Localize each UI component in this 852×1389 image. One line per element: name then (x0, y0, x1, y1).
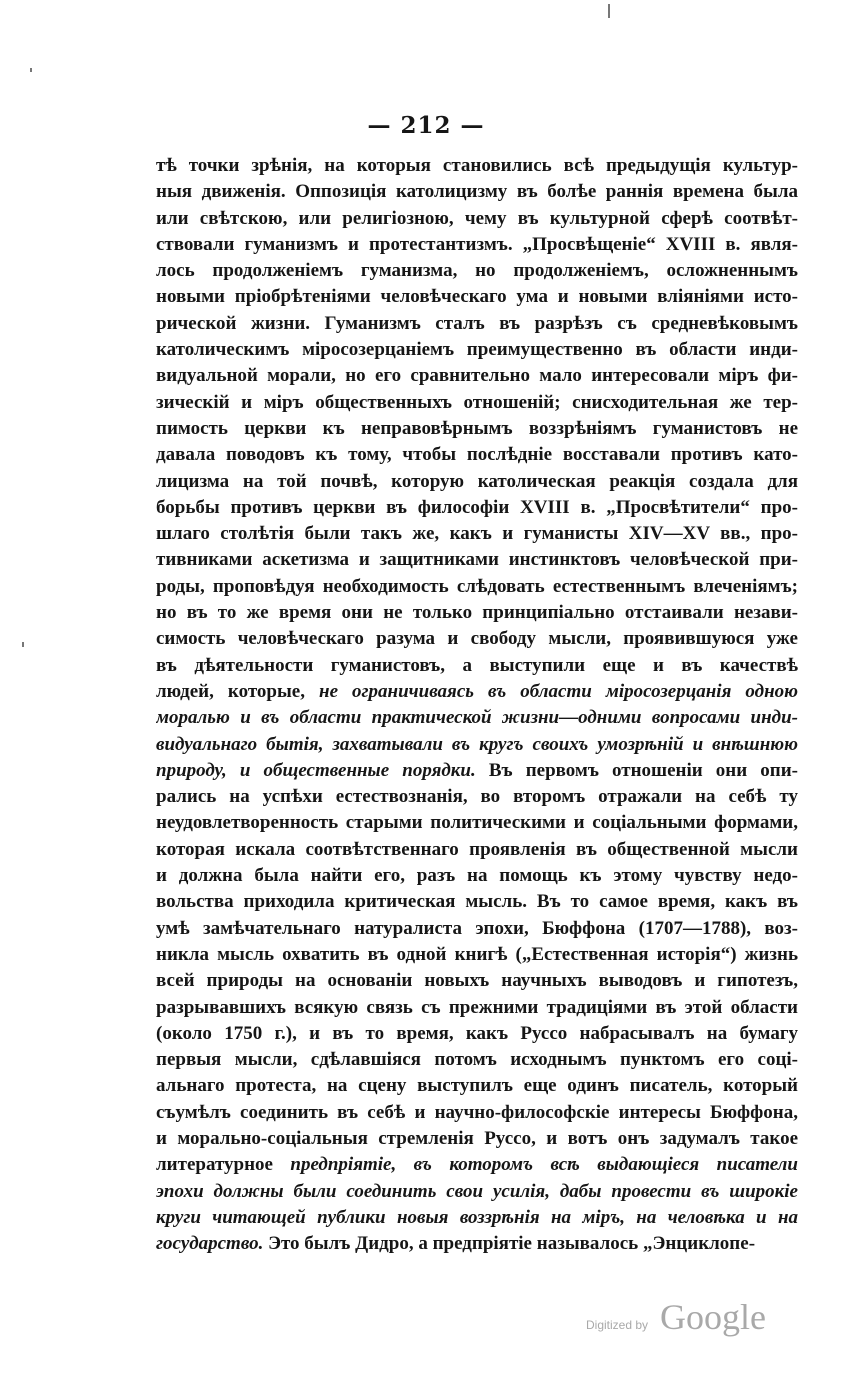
text-segment: пимость церкви къ неправовѣрнымъ воззрѣніямъ гуманистовъ не (156, 417, 798, 439)
text-segment: новыми пріобрѣтеніями человѣческаго ума и новыми вліяніями исто- (156, 286, 798, 308)
page-number: — 212 — (367, 112, 485, 139)
text-line (156, 732, 798, 758)
text-line (156, 653, 798, 679)
text-line (156, 416, 798, 442)
google-logo: Google (660, 1297, 766, 1337)
text-line (156, 1179, 798, 1205)
text-line (156, 179, 798, 205)
text-line (156, 626, 798, 652)
text-segment: борьбы противъ церкви въ философіи XVIII в. „Просвѣтители“ про- (156, 496, 798, 518)
text-segment: и должна была найти его, разъ на помощь къ этому чувству недо- (156, 865, 798, 887)
text-line (156, 1073, 798, 1099)
scan-speck (30, 68, 32, 72)
text-segment: ствовали гуманизмъ и протестантизмъ. „Просвѣщеніе“ XVIII в. явля- (156, 233, 798, 255)
italic-text-segment: круги читающей публики новыя воззрѣнія на міръ, на человѣка и на (156, 1206, 798, 1228)
text-segment: симость человѣческаго разума и свободу мысли, проявившуюся уже (156, 628, 798, 650)
text-line (156, 784, 798, 810)
text-segment: или свѣтскою, или религіозною, чему въ культурной сферѣ соотвѣт- (156, 207, 798, 229)
text-line (156, 1100, 798, 1126)
text-line (156, 1231, 798, 1257)
text-segment: всей природы на основаніи новыхъ научныхъ выводовъ и гипотезъ, (156, 970, 798, 992)
text-segment: тивниками аскетизма и защитниками инстинктовъ человѣческой при- (156, 549, 798, 571)
italic-text-segment: не ограничиваясь въ области міросозерцанія одною (319, 680, 798, 702)
text-line (156, 469, 798, 495)
text-line (156, 837, 798, 863)
text-line (156, 810, 798, 836)
text-line (156, 968, 798, 994)
text-segment: первыя мысли, сдѣлавшіяся потомъ исходнымъ пунктомъ его соці- (156, 1049, 798, 1071)
italic-text-segment: моралью и въ области практической жизни—одними вопросами инди- (156, 707, 798, 729)
text-line (156, 153, 798, 179)
text-line (156, 995, 798, 1021)
text-segment: рались на успѣхи естествознанія, во второмъ отражали на себѣ ту (156, 786, 798, 808)
text-segment: никла мысль охватить въ одной книгѣ („Естественная исторія“) жизнь (156, 943, 798, 965)
scan-speck (608, 4, 610, 18)
italic-text-segment: эпохи должны были соединить свои усилія, дабы провести въ широкіе (156, 1180, 798, 1202)
text-segment: неудовлетворенность старыми политическими и соціальными формами, (156, 812, 798, 834)
text-segment: которая искала соотвѣтственнаго проявленія въ общественной мысли (156, 838, 798, 860)
digitized-by-google-watermark (586, 1296, 786, 1346)
text-segment: литературное (156, 1154, 291, 1176)
text-segment: вольства приходила критическая мысль. Въ то самое время, какъ въ (156, 891, 798, 913)
text-line (156, 1126, 798, 1152)
text-line (156, 232, 798, 258)
text-segment: Это былъ Дидро, а предпріятіе называлось „Энциклопе- (268, 1233, 756, 1255)
italic-text-segment: государство. (156, 1233, 264, 1255)
text-line (156, 547, 798, 573)
digitized-label: Digitized by (586, 1318, 649, 1332)
text-line (156, 258, 798, 284)
text-line (156, 495, 798, 521)
text-line (156, 337, 798, 363)
text-segment: лицизма на той почвѣ, которую католическая реакція создала для (156, 470, 798, 492)
text-line (156, 889, 798, 915)
text-segment: Въ первомъ отношеніи они опи- (488, 759, 798, 781)
text-segment: шлаго столѣтія были такъ же, какъ и гуманисты XIV—XV вв., про- (156, 523, 798, 545)
text-line (156, 442, 798, 468)
text-segment: видуальной морали, но его сравнительно мало интересовали міръ фи- (156, 365, 798, 387)
text-line (156, 942, 798, 968)
text-segment: рической жизни. Гуманизмъ сталъ въ разрѣзъ съ средневѣковымъ (156, 312, 798, 334)
text-line (156, 390, 798, 416)
text-line (156, 705, 798, 731)
text-segment: зическій и міръ общественныхъ отношеній; снисходительная же тер- (156, 391, 798, 413)
text-segment: давала поводовъ къ тому, чтобы послѣдніе восставали противъ като- (156, 444, 798, 466)
text-segment: ныя движенія. Оппозиція католицизму въ болѣе раннія времена была (156, 181, 798, 203)
text-line (156, 521, 798, 547)
text-line (156, 679, 798, 705)
text-line (156, 574, 798, 600)
text-segment: католическимъ міросозерцаніемъ преимущественно въ области инди- (156, 339, 798, 361)
text-segment: тѣ точки зрѣнія, на которыя становились всѣ предыдущія культур- (156, 155, 798, 176)
text-line (156, 916, 798, 942)
text-segment: роды, проповѣдуя необходимость слѣдовать естественнымъ влеченіямъ; (156, 575, 798, 597)
text-line (156, 1047, 798, 1073)
italic-text-segment: природу, и общественные порядки. (156, 759, 476, 781)
text-line (156, 363, 798, 389)
scan-speck (22, 642, 24, 647)
text-line (156, 1021, 798, 1047)
text-line (156, 284, 798, 310)
text-line (156, 758, 798, 784)
text-segment: и морально-соціальныя стремленія Руссо, и вотъ онъ задумалъ такое (156, 1127, 798, 1149)
text-line (156, 311, 798, 337)
text-line (156, 1205, 798, 1231)
italic-text-segment: видуальнаго бытія, захватывали въ кругъ своихъ умозрѣній и внѣшнюю (156, 733, 798, 755)
text-segment: людей, которые, (156, 680, 320, 702)
text-segment: съумѣлъ соединить въ себѣ и научно-философскіе интересы Бюффона, (156, 1101, 798, 1123)
text-line (156, 206, 798, 232)
body-text (156, 153, 798, 1257)
text-line (156, 1152, 798, 1178)
text-segment: умѣ замѣчательнаго натуралиста эпохи, Бюффона (1707—1788), воз- (156, 917, 798, 939)
text-segment: лось продолженіемъ гуманизма, но продолженіемъ, осложненнымъ (156, 260, 798, 282)
text-segment: въ дѣятельности гуманистовъ, а выступили еще и въ качествѣ (156, 654, 798, 676)
text-segment: альнаго протеста, на сцену выступилъ еще одинъ писатель, который (156, 1075, 798, 1097)
text-segment: (около 1750 г.), и въ то время, какъ Руссо набрасывалъ на бумагу (156, 1022, 798, 1044)
italic-text-segment: предпріятіе, въ которомъ всѣ выдающіеся писатели (290, 1154, 798, 1176)
text-line (156, 863, 798, 889)
text-segment: но въ то же время они не только принципіально отстаивали незави- (156, 602, 798, 624)
text-segment: разрывавшихъ всякую связь съ прежними традиціями въ этой области (156, 996, 798, 1018)
text-line (156, 600, 798, 626)
